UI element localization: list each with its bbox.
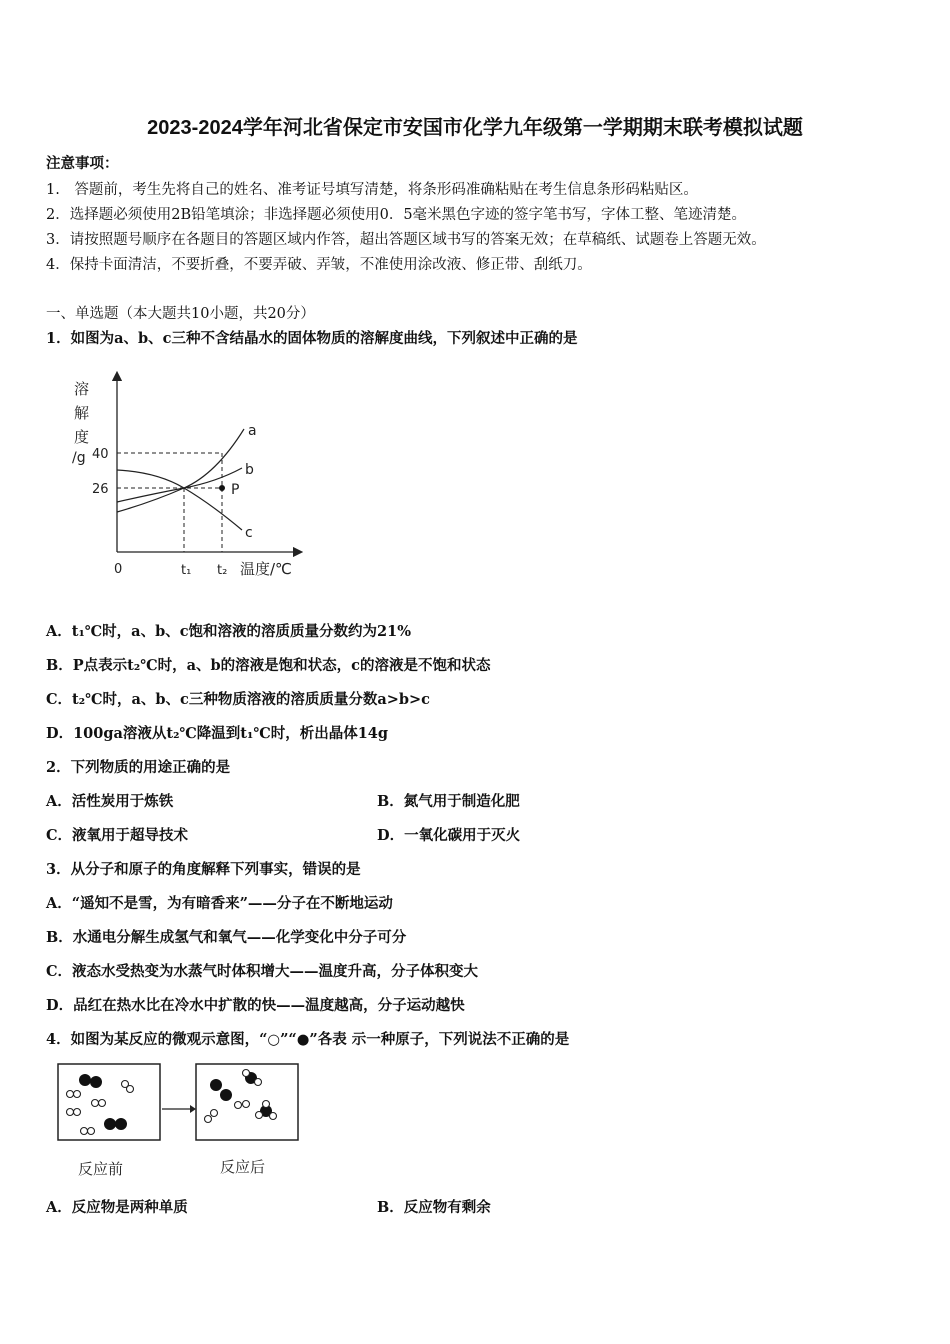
question-3-stem: 3．从分子和原子的角度解释下列事实，错误的是 <box>46 861 361 878</box>
series-c-label: c <box>245 525 253 541</box>
series-b-label: b <box>245 462 254 478</box>
origin-label: 0 <box>114 562 123 577</box>
point-p-label: P <box>231 482 240 498</box>
page-title: 2023-2024学年河北省保定市安国市化学九年级第一学期期末联考模拟试题 <box>147 117 803 139</box>
y-axis-label-3: 度 <box>74 428 90 446</box>
q4-option-b: B．反应物有剩余 <box>377 1199 491 1216</box>
y-axis-label-4: /g <box>72 450 86 466</box>
q2-option-b: B．氮气用于制造化肥 <box>377 793 520 810</box>
y-axis-label-2: 解 <box>74 404 90 422</box>
series-c-curve <box>117 470 242 530</box>
y-tick-label-26: 26 <box>92 482 109 497</box>
q1-option-d: D．100ga溶液从t₂℃降温到t₁℃时，析出晶体14g <box>46 725 389 742</box>
point-p-marker <box>219 485 225 491</box>
y-axis-label-1: 溶 <box>74 380 90 398</box>
series-a-curve <box>117 429 244 512</box>
reaction-diagram <box>50 1060 310 1180</box>
q2-option-d: D．一氧化碳用于灭火 <box>377 827 521 844</box>
after-label: 反应后 <box>220 1158 266 1176</box>
x-tick-label-t2: t₂ <box>217 563 228 578</box>
notice-item: 1. 答题前，考生先将自己的姓名、准考证号填写清楚，将条形码准确粘贴在考生信息条形码粘贴区。 <box>46 182 698 198</box>
q4-option-a: A．反应物是两种单质 <box>46 1199 188 1216</box>
notice-item: 4．保持卡面清洁，不要折叠，不要弄破、弄皱，不准使用涂改液、修正带、刮纸刀。 <box>46 257 592 273</box>
q3-option-b: B．水通电分解生成氢气和氧气——化学变化中分子可分 <box>46 929 407 946</box>
question-4-stem: 4．如图为某反应的微观示意图，“○”“●”各表 示一种原子，下列说法不正确的是 <box>46 1031 570 1048</box>
notice-heading: 注意事项： <box>46 155 119 172</box>
notice-item: 2．选择题必须使用2B铅笔填涂；非选择题必须使用0．5毫米黑色字迹的签字笔书写，字体工整、笔迹清楚。 <box>46 207 747 223</box>
q2-option-a: A．活性炭用于炼铁 <box>46 793 174 810</box>
reaction-arrow-head <box>190 1105 196 1113</box>
q2-option-c: C．液氧用于超导技术 <box>46 827 189 844</box>
q1-option-a: A．t₁℃时，a、b、c饱和溶液的溶质质量分数约为21% <box>46 623 411 640</box>
q3-option-a: A．“遥知不是雪，为有暗香来”——分子在不断地运动 <box>46 895 393 912</box>
notice-item: 3．请按照题号顺序在各题目的答题区域内作答，超出答题区域书写的答案无效；在草稿纸、试题卷上答题无效。 <box>46 232 766 248</box>
question-1-stem: 1．如图为a、b、c三种不含结晶水的固体物质的溶解度曲线，下列叙述中正确的是 <box>46 330 578 347</box>
question-2-stem: 2．下列物质的用途正确的是 <box>46 759 231 776</box>
q3-option-d: D．品红在热水比在冷水中扩散的快——温度越高，分子运动越快 <box>46 997 465 1014</box>
y-tick-label-40: 40 <box>92 447 109 462</box>
section-heading: 一、单选题（本大题共10小题，共20分） <box>46 306 315 322</box>
x-axis-label: 温度/℃ <box>240 560 292 578</box>
x-tick-label-t1: t₁ <box>181 563 192 578</box>
before-label: 反应前 <box>78 1160 124 1178</box>
q1-option-c: C．t₂℃时，a、b、c三种物质溶液的溶质质量分数a>b>c <box>46 691 430 708</box>
series-a-label: a <box>248 423 257 439</box>
solubility-chart <box>62 362 312 584</box>
q1-option-b: B．P点表示t₂℃时，a、b的溶液是饱和状态，c的溶液是不饱和状态 <box>46 657 491 674</box>
q3-option-c: C．液态水受热变为水蒸气时体积增大——温度升高，分子体积变大 <box>46 963 479 980</box>
